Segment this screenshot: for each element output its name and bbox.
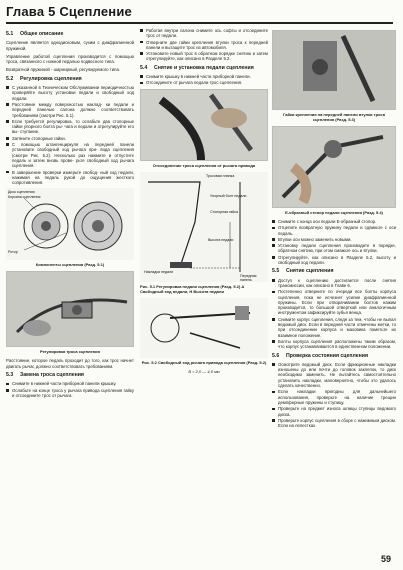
list-item: Установите новый трос в обратном порядке снятию и затем отрегулируйте, как описано в Разделе 5.2.: [140, 51, 268, 62]
bracket-nuts-drawing: [273, 31, 396, 109]
section-heading: 5.2 Регулировка сцепления: [6, 75, 82, 82]
list-item: Снимите с конца оси педали Е-образный стопор.: [272, 219, 396, 224]
figure-label: Диск сцепления: [8, 190, 35, 195]
list-item: Расстояние между поверхностью наклад- ки педали и передней панелью салона должно соответствовать требованиям (смотри Рис. 5.1).: [6, 102, 134, 118]
cable-disconnect-photo: [140, 89, 268, 161]
list-item: Доступ к сцеплению достигается после снятия трансмиссии, как описано в Главе 6.: [272, 278, 396, 289]
column-3: [272, 28, 396, 431]
bullet-list: [272, 219, 396, 265]
list-item: В завершение проверки измерьте свобод- ный ход педали, нажимая на педаль рукой до ощущения жесткого сопротивления.: [6, 170, 134, 186]
list-item: Отверните две гайки крепления втулки троса к передней панели и вытащите трос из автомобиля.: [140, 40, 268, 51]
paragraph: Возвратной пружиной - шарнирный, регулируемого типа.: [6, 67, 121, 73]
page-number: 59: [380, 554, 391, 564]
page-title: Глава 5 Сцепление: [6, 4, 132, 19]
lever-freeplay-drawing: [140, 298, 268, 358]
paragraph: Сцепление является однодисковым, сухим с диафрагменной пружиной.: [6, 40, 134, 51]
list-item: Снимите крышку в нижней части приборной панели.: [140, 74, 268, 79]
formula: В = 2,0 — 4,0 мм: [188, 368, 220, 374]
list-item: Постепенно отверните по очереди все болты корпуса сцепления, пока не исчезнет усилие диафрагменной пружины. Если при отворачивании болтов нажим производится, то большой отверткой или аналогичным инструментом зафиксируйте зубья венца.: [272, 289, 396, 315]
cable-adjust-photo: [6, 271, 134, 347]
list-item: Проверьте на предмет износа шлицы ступицы ведомого диска.: [272, 406, 396, 417]
figure-caption: Е-образный стопор педали сцепления (Разд. 5.4): [285, 210, 383, 215]
cable-disconnect-drawing: [141, 90, 268, 160]
lever-freeplay-diagram: [140, 298, 268, 358]
figure-label: Накладка педали: [144, 269, 174, 274]
list-item: Снимите корпус сцепления, следя за тем, чтобы не выпал ведомый диск. Если в передней части отмечены метки, то при отсоединении корпуса и маховика пометьте их взаимное положение.: [272, 317, 396, 338]
figure-caption: Рис. 5.1 Регулировка педали сцепления (Разд. 5.2) А Свободный ход педали, Н Высота педали: [140, 283, 245, 294]
section-heading: 5.3 Замена троса сцепления: [6, 372, 84, 379]
figure-label: Упорный болт педали: [210, 193, 247, 198]
figure-caption: Рис. 5.2 Свободный ход рычага привода сцепления (Разд. 5.2): [141, 359, 267, 365]
figure-caption: Компоненты сцепления (Разд. 5.1): [35, 262, 105, 268]
list-item: С помощью штангенциркуля на передней панели установите свободный ход рычага при- вода сцепления (смотри Рис. 5.2). Несколько раз нажмите и отпустите педаль и затем вновь прове- рьте свободный ход рычага сцепления.: [6, 142, 134, 168]
paragraph: Расстояние, которое педаль проходит до того, как трос начнет двигать рычаг, должно соответствовать требованиям.: [6, 358, 134, 369]
figure-label: Передняя панель: [240, 273, 257, 282]
section-heading: 5.5 Снятие сцепления: [272, 268, 334, 275]
bullet-list: [140, 28, 268, 62]
figure-caption: Отсоединение троса сцепления от рычага привода: [152, 162, 256, 168]
bullet-list: [272, 362, 396, 429]
list-item: Осмотрите ведомый диск. Если фрикционные накладки изношены до или почти до головок заклепок, то диск необходимо заменить. Не пытайтесь самостоятельно установить накладки, маловероятно, чтобы это удалось сделать качественно.: [272, 362, 396, 388]
figure-label: Корзина сцепления: [8, 195, 41, 200]
pedal-height-diagram: [140, 172, 268, 282]
list-item: С указанной в Техническом Обслуживании периодичностью проверяйте высоту установки педали и свободный ход педали.: [6, 85, 134, 101]
list-item: Затяните стопорные гайки.: [6, 136, 134, 141]
bracket-nuts-photo: [272, 30, 396, 110]
section-heading: 5.1 Общее описание: [6, 31, 64, 37]
list-item: Втулки оси можно заменить новыми.: [272, 237, 396, 242]
e-clip-drawing: [273, 127, 396, 207]
list-item: Болты корпуса сцепления расположены таким образом, что корпус устанавливается в единственном положении.: [272, 339, 396, 350]
figure-label: Стопорная гайка: [210, 209, 238, 214]
section-heading: 5.6 Проверка состояния сцепления: [272, 352, 368, 359]
list-item: Проверьте корпус сцепления в сборе с нажимным диском. Если на лепестках: [272, 418, 396, 429]
column-2: [140, 28, 268, 378]
list-item: Ослабьте на конце троса у рычага привода сцепления гайку и отсоедините трос от рычага.: [6, 388, 134, 399]
section-heading: 5.4 Снятие и установка педали сцепления: [140, 64, 254, 71]
title-divider: [6, 22, 393, 24]
list-item: Отрегулируйте, как описано в Разделе 5.2, высоту и свободный ход педали.: [272, 255, 396, 266]
list-item: Отцепите возвратную пружину педали и сдвиньте с оси педаль.: [272, 225, 396, 236]
bullet-list: [6, 381, 134, 398]
pedal-height-drawing: [140, 172, 268, 282]
clutch-components-figure: [6, 188, 134, 260]
bullet-list: [6, 85, 134, 185]
e-clip-photo: [272, 126, 396, 208]
bullet-list: [140, 74, 268, 86]
column-1: [6, 28, 134, 401]
cable-adjust-drawing: [7, 272, 134, 346]
list-item: Если накладки пригодны для дальнейшего использования, проверьте на наличие трещин демпферные пружины и ступицу.: [272, 389, 396, 405]
list-item: Отсоедините от рычага педали трос сцепления.: [140, 80, 268, 85]
figure-label: Ротор: [8, 250, 18, 255]
figure-label: Тросовая планка: [206, 173, 235, 178]
figure-caption: Регулировка троса сцепления: [40, 349, 100, 355]
list-item: Снимите в нижней части приборной панели крышку.: [6, 381, 134, 386]
bullet-list: [272, 278, 396, 350]
list-item: Работая внутри салона снимите ось софты и отсоедините трос от педали.: [140, 28, 268, 39]
figure-caption: Гайки крепления на передней панели втулки троса сцепления (Разд. 5.3): [283, 112, 385, 122]
list-item: Если требуется регулировка, то ослабьте два стопорные гайки упорного болта ры- чага и педали и отрегулируйте его вы- ступание.: [6, 119, 134, 135]
paragraph: Управление работой сцепления производится с помощью троса, связанного с ножной педалью подвесного типа.: [6, 53, 134, 65]
list-item: Установку педали сцепления производите в порядке, обратном снятию, при этом смажьте ось и втулки.: [272, 243, 396, 254]
figure-label: Высота педали: [208, 237, 234, 242]
